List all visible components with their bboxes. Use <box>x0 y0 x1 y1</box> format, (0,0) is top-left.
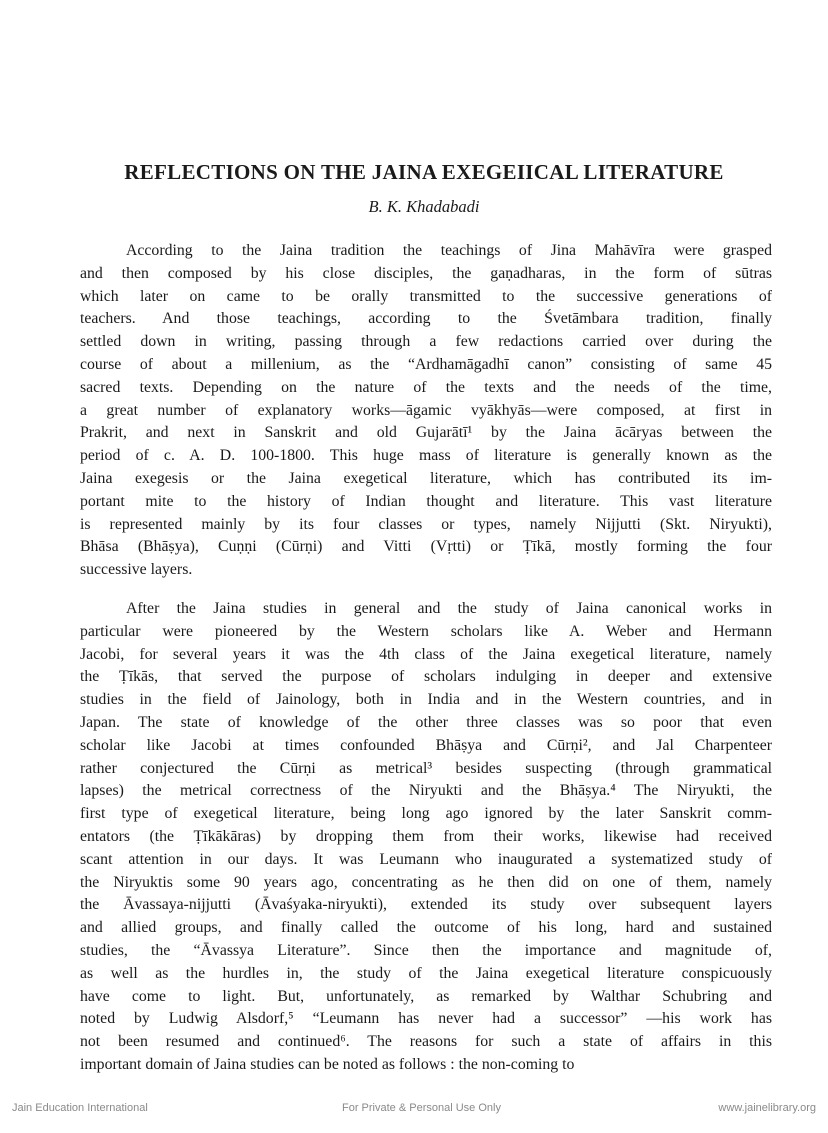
text-line: is represented mainly by its four classes or types, namely Nijjutti (Skt. Niryukti), <box>80 515 772 533</box>
text-line: not been resumed and continued⁶. The reasons for such a state of affairs in this <box>80 1033 772 1051</box>
text-line: studies in the field of Jainology, both in India and in the Western countries, and in <box>80 691 772 709</box>
text-line: sacred texts. Depending on the nature of the texts and the needs of the time, <box>80 378 772 396</box>
text-line: the Niryuktis some 90 years ago, concentrating as he then did on one of them, namely <box>80 873 772 891</box>
text-line: settled down in writing, passing through a few redactions carried over during the <box>80 333 772 351</box>
text-line: course of about a millenium, as the “Ardhamāgadhī canon” consisting of same 45 <box>80 355 772 373</box>
text-line: the Āvassaya-nijjutti (Āvaśyaka-niryukti), extended its study over subsequent layers <box>80 896 772 914</box>
text-line: teachers. And those teachings, according to the Śvetāmbara tradition, finally <box>80 310 772 328</box>
author-name: B. K. Khadabadi <box>368 197 480 216</box>
text-line: period of c. A. D. 100-1800. This huge mass of literature is generally known as the <box>80 447 772 465</box>
text-line: After the Jaina studies in general and the study of Jaina canonical works in <box>126 600 772 617</box>
footer-usage-note: For Private & Personal Use Only <box>342 1102 501 1114</box>
text-line: Japan. The state of knowledge of the other three classes was so poor that even <box>80 713 772 731</box>
text-line: and allied groups, and finally called the outcome of his long, hard and sustained <box>80 919 772 937</box>
text-line: entators (the Ṭīkākāras) by dropping them from their works, likewise had received <box>80 827 772 845</box>
paragraph-2 <box>80 598 772 1077</box>
footer-website-link[interactable]: www.jainelibrary.org <box>718 1102 816 1114</box>
text-line: as well as the hurdles in, the study of the Jaina exegetical literature conspicuously <box>80 964 772 982</box>
text-line: important domain of Jaina studies can be noted as follows : the non-coming to <box>80 1055 575 1073</box>
text-line: rather conjectured the Cūrṇi as metrical³ besides suspecting (through grammatical <box>80 759 772 777</box>
text-line: Jaina exegesis or the Jaina exegetical literature, which has contributed its im- <box>80 469 772 487</box>
text-line: particular were pioneered by the Western scholars like A. Weber and Hermann <box>80 622 772 640</box>
text-line: Prakrit, and next in Sanskrit and old Gujarātī¹ by the Jaina ācāryas between the <box>80 424 772 442</box>
text-line: Bhāsa (Bhāṣya), Cuṇṇi (Cūrṇi) and Vitti (Vṛtti) or Ṭīkā, mostly forming the four <box>80 538 772 556</box>
text-line: a great number of explanatory works—āgamic vyākhyās—were composed, at first in <box>80 401 772 419</box>
text-line: noted by Ludwig Alsdorf,⁵ “Leumann has never had a successor” —his work has <box>80 1010 772 1028</box>
text-line: have come to light. But, unfortunately, as remarked by Walthar Schubring and <box>80 987 772 1005</box>
footer-publisher: Jain Education International <box>12 1102 148 1114</box>
text-line: lapses) the metrical correctness of the Niryukti and the Bhāṣya.⁴ The Niryukti, the <box>80 782 772 800</box>
text-line: studies, the “Āvassya Literature”. Since then the importance and magnitude of, <box>80 941 772 959</box>
text-line: portant mite to the history of Indian thought and literature. This vast literature <box>80 492 772 510</box>
text-line: which later on came to be orally transmitted to the successive generations of <box>80 287 772 305</box>
text-line: the Ṭīkās, that served the purpose of scholars indulging in deeper and extensive <box>80 668 772 686</box>
paragraph-1 <box>80 240 772 582</box>
text-line: According to the Jaina tradition the teachings of Jina Mahāvīra were grasped <box>126 242 772 259</box>
article-title: REFLECTIONS ON THE JAINA EXEGEIICAL LITERATURE <box>124 160 724 184</box>
text-line: successive layers. <box>80 561 193 579</box>
text-line: scant attention in our days. It was Leumann who inaugurated a systematized study of <box>80 850 772 868</box>
text-line: first type of exegetical literature, being long ago ignored by the later Sanskrit comm- <box>80 805 772 823</box>
text-line: Jacobi, for several years it was the 4th class of the Jaina exegetical literature, namely <box>80 645 772 663</box>
text-line: scholar like Jacobi at times confounded Bhāṣya and Cūrṇi², and Jal Charpenteer <box>80 736 772 754</box>
text-line: and then composed by his close disciples, the gaṇadharas, in the form of sūtras <box>80 264 772 282</box>
